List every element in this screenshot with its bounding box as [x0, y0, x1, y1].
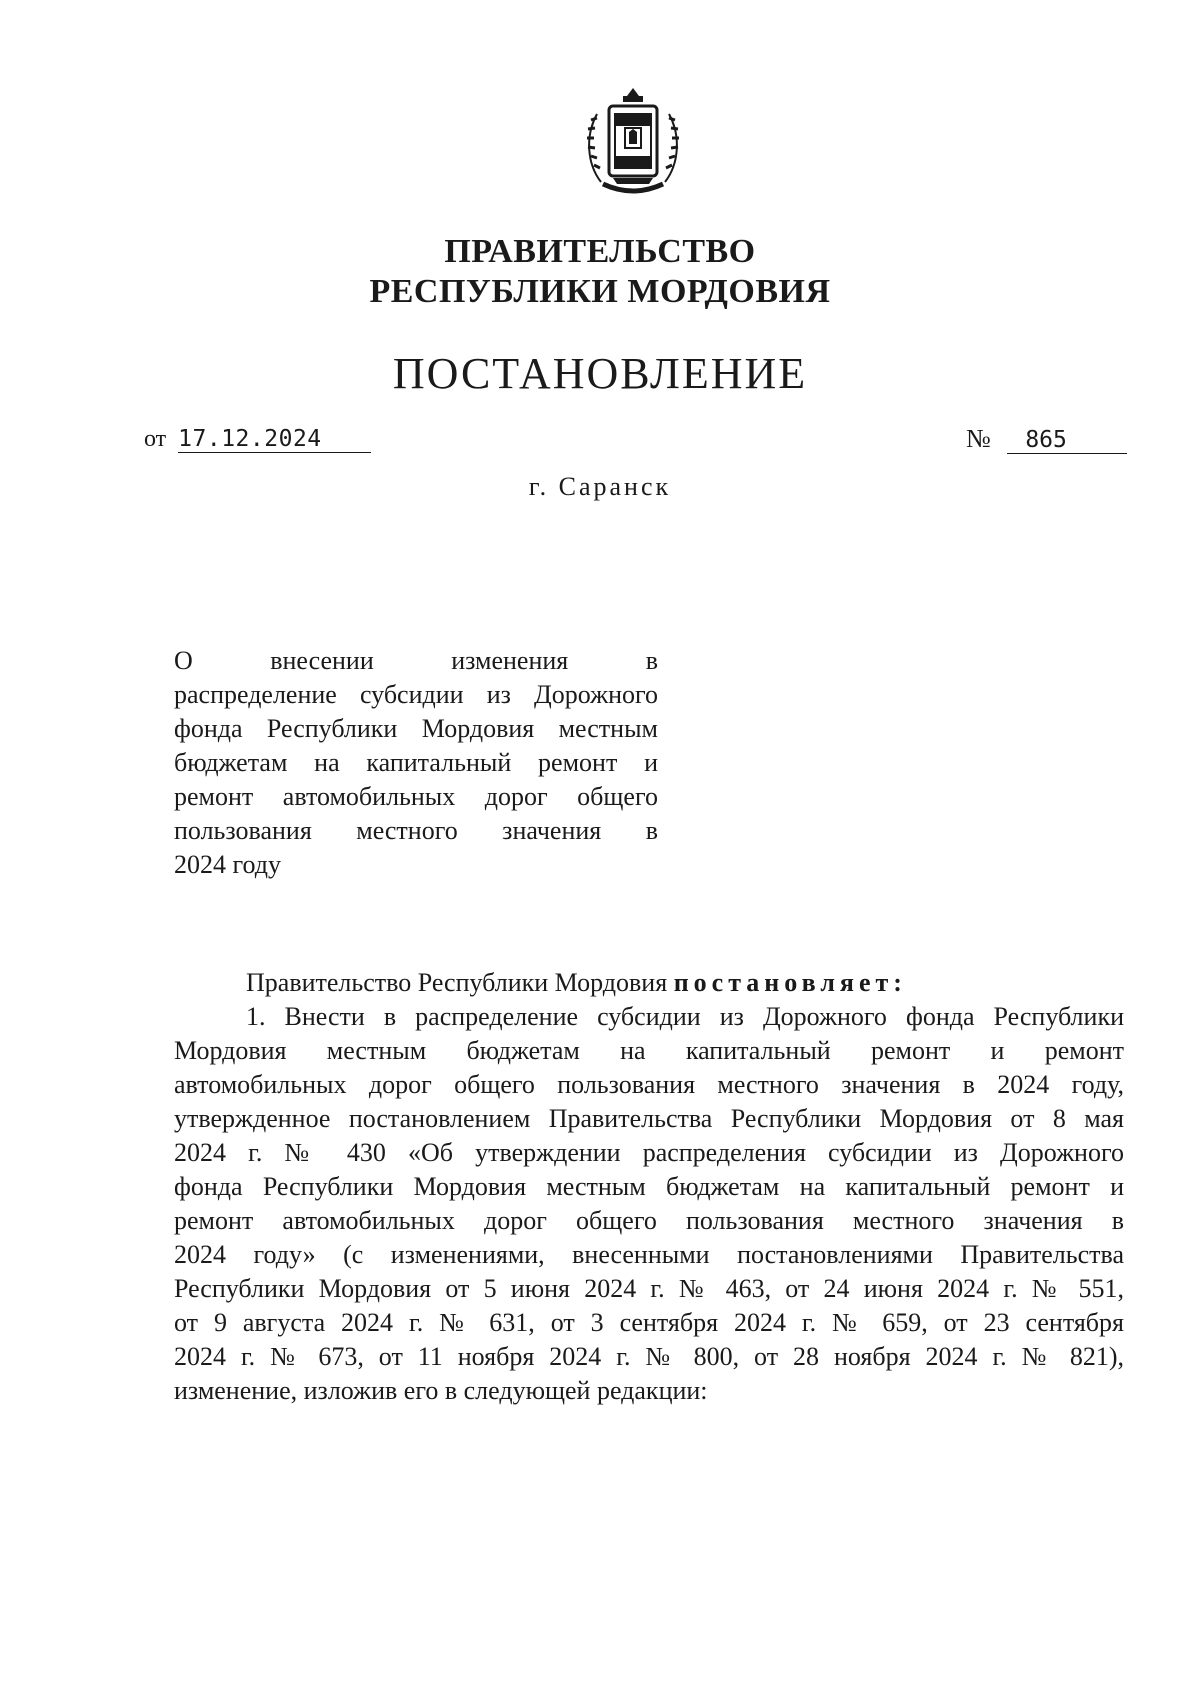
date-value: 17.12.2024 [178, 426, 371, 453]
intro-emphasis: постановляет: [673, 968, 907, 997]
body-line: 2024 г. № 673, от 11 ноября 2024 г. № 800, от 28 ноября 2024 г. № 821), [174, 1342, 1124, 1371]
number-field [966, 422, 1127, 456]
body-line: ремонт автомобильных дорог общего пользования местного значения в [174, 1206, 1124, 1235]
coat-of-arms-emblem [583, 84, 683, 202]
subject-line: 2024 году [174, 850, 281, 879]
subject-line: фонда Республики Мордовия местным [174, 714, 658, 743]
body-line: автомобильных дорог общего пользования местного значения в 2024 году, [174, 1070, 1124, 1099]
document-type-title: ПОСТАНОВЛЕНИЕ [392, 349, 808, 398]
body-line: Мордовия местным бюджетам на капитальный ремонт и ремонт [174, 1036, 1124, 1065]
number-value: 865 [1007, 427, 1127, 454]
subject-line: бюджетам на капитальный ремонт и [174, 748, 658, 777]
city: г. Саранск [528, 472, 672, 501]
intro-line [174, 966, 1124, 1000]
organization-name-line2: РЕСПУБЛИКИ МОРДОВИЯ [369, 273, 831, 310]
body-line: Республики Мордовия от 5 июня 2024 г. № 463, от 24 июня 2024 г. № 551, [174, 1274, 1124, 1303]
subject-line: распределение субсидии из Дорожного [174, 680, 658, 709]
subject-line: ремонт автомобильных дорог общего [174, 782, 658, 811]
body-line: 2024 г. № 430 «Об утверждении распределения субсидии из Дорожного [174, 1138, 1124, 1167]
body-line: от 9 августа 2024 г. № 631, от 3 сентября 2024 г. № 659, от 23 сентября [174, 1308, 1124, 1337]
document-body [174, 966, 1124, 1408]
intro-text: Правительство Республики Мордовия [246, 968, 668, 997]
subject-line: пользования местного значения в [174, 816, 658, 845]
document-subject [174, 644, 658, 882]
subject-line: О внесении изменения в [174, 646, 658, 675]
body-line: фонда Республики Мордовия местным бюджетам на капитальный ремонт и [174, 1172, 1124, 1201]
number-prefix: № [966, 424, 991, 453]
body-line: 1. Внести в распределение субсидии из Дорожного фонда Республики [246, 1002, 1124, 1031]
date-prefix: от [144, 426, 167, 452]
organization-name-line1: ПРАВИТЕЛЬСТВО [444, 233, 756, 270]
body-line: изменение, изложив его в следующей редакции: [174, 1376, 708, 1405]
body-line: утвержденное постановлением Правительства Республики Мордовия от 8 мая [174, 1104, 1124, 1133]
date-field [144, 422, 371, 456]
body-line: 2024 году» (с изменениями, внесенными постановлениями Правительства [174, 1240, 1124, 1269]
